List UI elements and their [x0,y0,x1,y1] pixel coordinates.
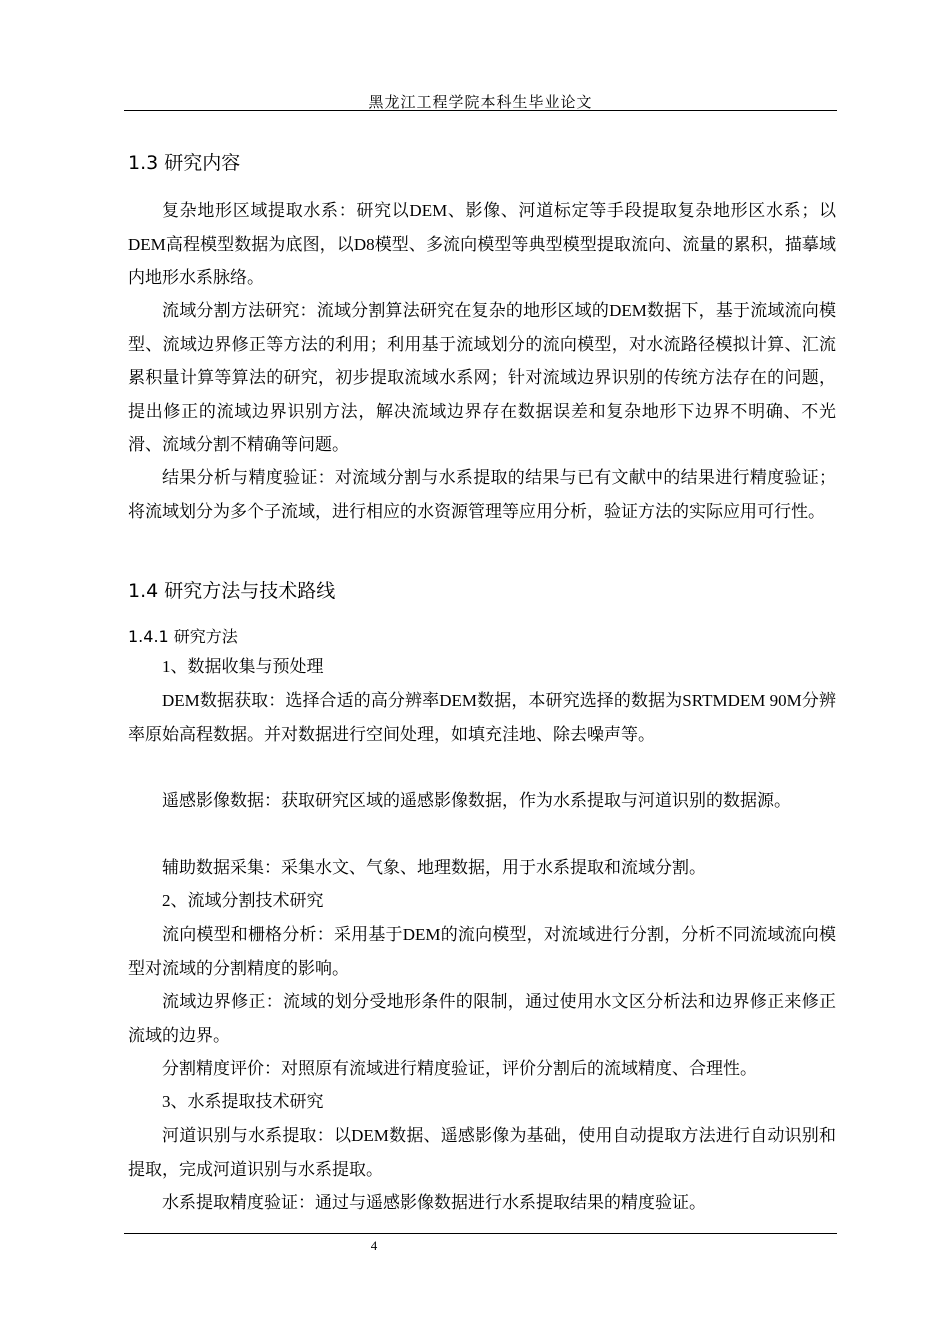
paragraph-boundary-correction: 流域边界修正：流域的划分受地形条件的限制，通过使用水文区分析法和边界修正来修正流域的边界。 [128,992,836,1045]
list-heading-extraction: 3、水系提取技术研究 [162,1092,324,1111]
paragraph-extraction-validation: 水系提取精度验证：通过与遥感影像数据进行水系提取结果的精度验证。 [162,1193,706,1212]
running-header: 黑龙江工程学院本科生毕业论文 [368,93,593,111]
paragraph-precision-evaluation: 分割精度评价：对照原有流域进行精度验证，评价分割后的流域精度、合理性。 [162,1059,757,1078]
paragraph-watershed-extraction: 复杂地形区域提取水系：研究以DEM、影像、河道标定等手段提取复杂地形区水系；以DEM高程模型数据为底图，以D8模型、多流向模型等典型模型提取流向、流量的累积，描摹域内地形水系脉络。 [128,201,836,287]
paragraph-auxiliary-data: 辅助数据采集：采集水文、气象、地理数据，用于水系提取和流域分割。 [162,858,706,877]
header-divider [124,110,837,111]
list-heading-segmentation: 2、流域分割技术研究 [162,891,324,910]
paragraph-river-identification: 河道识别与水系提取：以DEM数据、遥感影像为基础，使用自动提取方法进行自动识别和提取，完成河道识别与水系提取。 [128,1126,836,1179]
paragraph-flow-model: 流向模型和栅格分析：采用基于DEM的流向模型，对流域进行分割，分析不同流域流向模型对流域的分割精度的影响。 [128,925,836,978]
subsection-heading-1-4-1: 1.4.1 研究方法 [128,627,238,646]
paragraph-dem-acquisition: DEM数据获取：选择合适的高分辨率DEM数据，本研究选择的数据为SRTMDEM 90M分辨率原始高程数据。并对数据进行空间处理，如填充洼地、除去噪声等。 [128,691,836,744]
footer-divider [124,1233,837,1234]
list-heading-data-collection: 1、数据收集与预处理 [162,657,324,676]
paragraph-segmentation-method: 流域分割方法研究：流域分割算法研究在复杂的地形区域的DEM数据下，基于流域流向模型、流域边界修正等方法的利用；利用基于流域划分的流向模型，对水流路径模拟计算、汇流累积量计算等算法的研究，初步提取流域水系网；针对流域边界识别的传统方法存在的问题，提出修正的流域边界识别方法，解决流域边界存在数据误差和复杂地形下边界不明确、不光滑、流域分割不精确等问题。 [128,301,836,454]
page-number: 4 [370,1238,378,1253]
section-heading-1-4: 1.4 研究方法与技术路线 [128,580,336,602]
section-heading-1-3: 1.3 研究内容 [128,152,241,174]
paragraph-accuracy-validation: 结果分析与精度验证：对流域分割与水系提取的结果与已有文献中的结果进行精度验证；将流域划分为多个子流域，进行相应的水资源管理等应用分析，验证方法的实际应用可行性。 [128,468,836,521]
paragraph-remote-sensing: 遥感影像数据：获取研究区域的遥感影像数据，作为水系提取与河道识别的数据源。 [162,791,791,810]
